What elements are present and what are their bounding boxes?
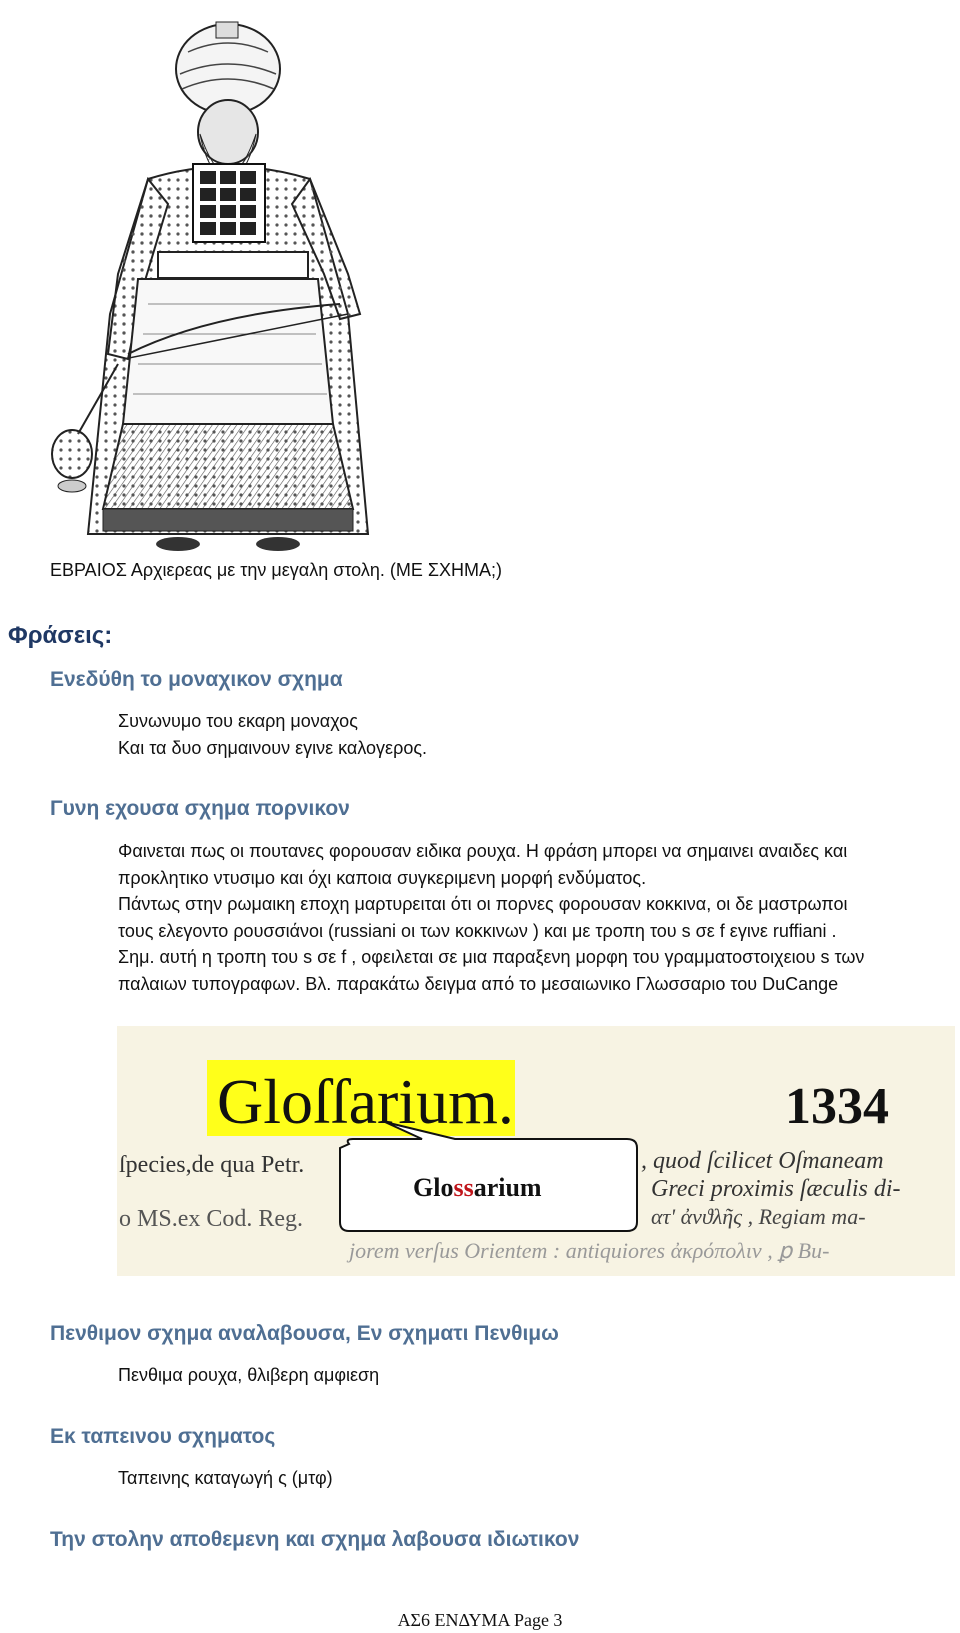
scan-page-number: 1334 [785,1078,889,1135]
phrase-line: Συνωνυμο του εκαρη μοναχος [118,711,358,731]
phrase-line: Ταπεινης καταγωγή ς (μτφ) [118,1468,333,1488]
scan-right-line: ατ' ἀνϑλῆς , Regiam ma- [651,1204,866,1229]
scan-left-line: ſpecies,de qua Petr. [119,1152,305,1178]
phrase-line: Σημ. αυτή η τροπη του s σε f , οφειλεται σε μια παραξενη μορφη του γραμματοστοιχειου s των [118,947,865,967]
phrase-body [118,1465,958,1492]
phrase-body [118,1362,958,1389]
scan-right-line: , quod ſcilicet Oſmaneam [641,1148,884,1174]
high-priest-illustration [48,14,416,554]
phrase-line: Πάντως στην ρωμαικη εποχη μαρτυρειται ότι οι πορνες φορουσαν κοκκινα, οι δε μαστρωποι [118,894,848,914]
figure-caption: ΕΒΡΑΙΟΣ Αρχιερεας με την μεγαλη στολη. (ΜΕ ΣΧΗΜΑ;) [50,560,502,580]
phrase-heading: Γυνη εχουσα σχημα πορνικον [50,797,350,820]
phrase-body [118,708,958,761]
section-title: Φράσεις: [8,622,113,649]
scan-bottom-line: jorem verſus Orientem : antiquiores ἀκρόπολιν , ꝑ Bu- [349,1238,830,1263]
phrase-heading: Εκ ταπεινου σχηματος [50,1425,276,1448]
glossarium-scan-image [117,1026,955,1276]
phrase-line: παλαιων τυπογραφων. Βλ. παρακάτω δειγμα από το μεσαιωνικο Γλωσσαριο του DuCange [118,973,839,994]
glossarium-title: Gloſſarium. [217,1066,514,1137]
phrase-line: Και τα δυο σημαινουν εγινε καλογερος. [118,737,428,758]
phrase-line: προκλητικο ντυσιμο και όχι καποια συγκεριμενη μορφή ενδύματος. [118,867,647,888]
phrase-line: τους ελεγοντο ρουσσιάνοι (russiani οι των κοκκινων ) και με τροπη του s σε f εγινε ruffiani . [118,920,837,941]
phrase-line: Πενθιμα ρουχα, θλιβερη αμφιεση [118,1365,380,1385]
scan-right-line: Greci proximis ſæculis di- [651,1176,901,1202]
callout-word: Glossarium [413,1173,542,1202]
phrase-heading: Πενθιμον σχημα αναλαβουσα, Εν σχηματι Πενθιμω [50,1322,559,1345]
scan-left-line: o MS.ex Cod. Reg. [119,1206,304,1232]
phrase-line: Φαινεται πως οι πουτανες φορουσαν ειδικα ρουχα. Η φράση μπορει να σημαινει αναιδες και [118,841,848,861]
phrase-heading: Την στολην αποθεμενη και σχημα λαβουσα ιδιωτικον [50,1528,580,1551]
phrase-body [118,838,958,997]
phrase-heading: Ενεδύθη το μοναχικον σχημα [50,668,343,691]
page-footer: ΑΣ6 ΕΝΔΥΜΑ Page 3 [397,1610,563,1630]
